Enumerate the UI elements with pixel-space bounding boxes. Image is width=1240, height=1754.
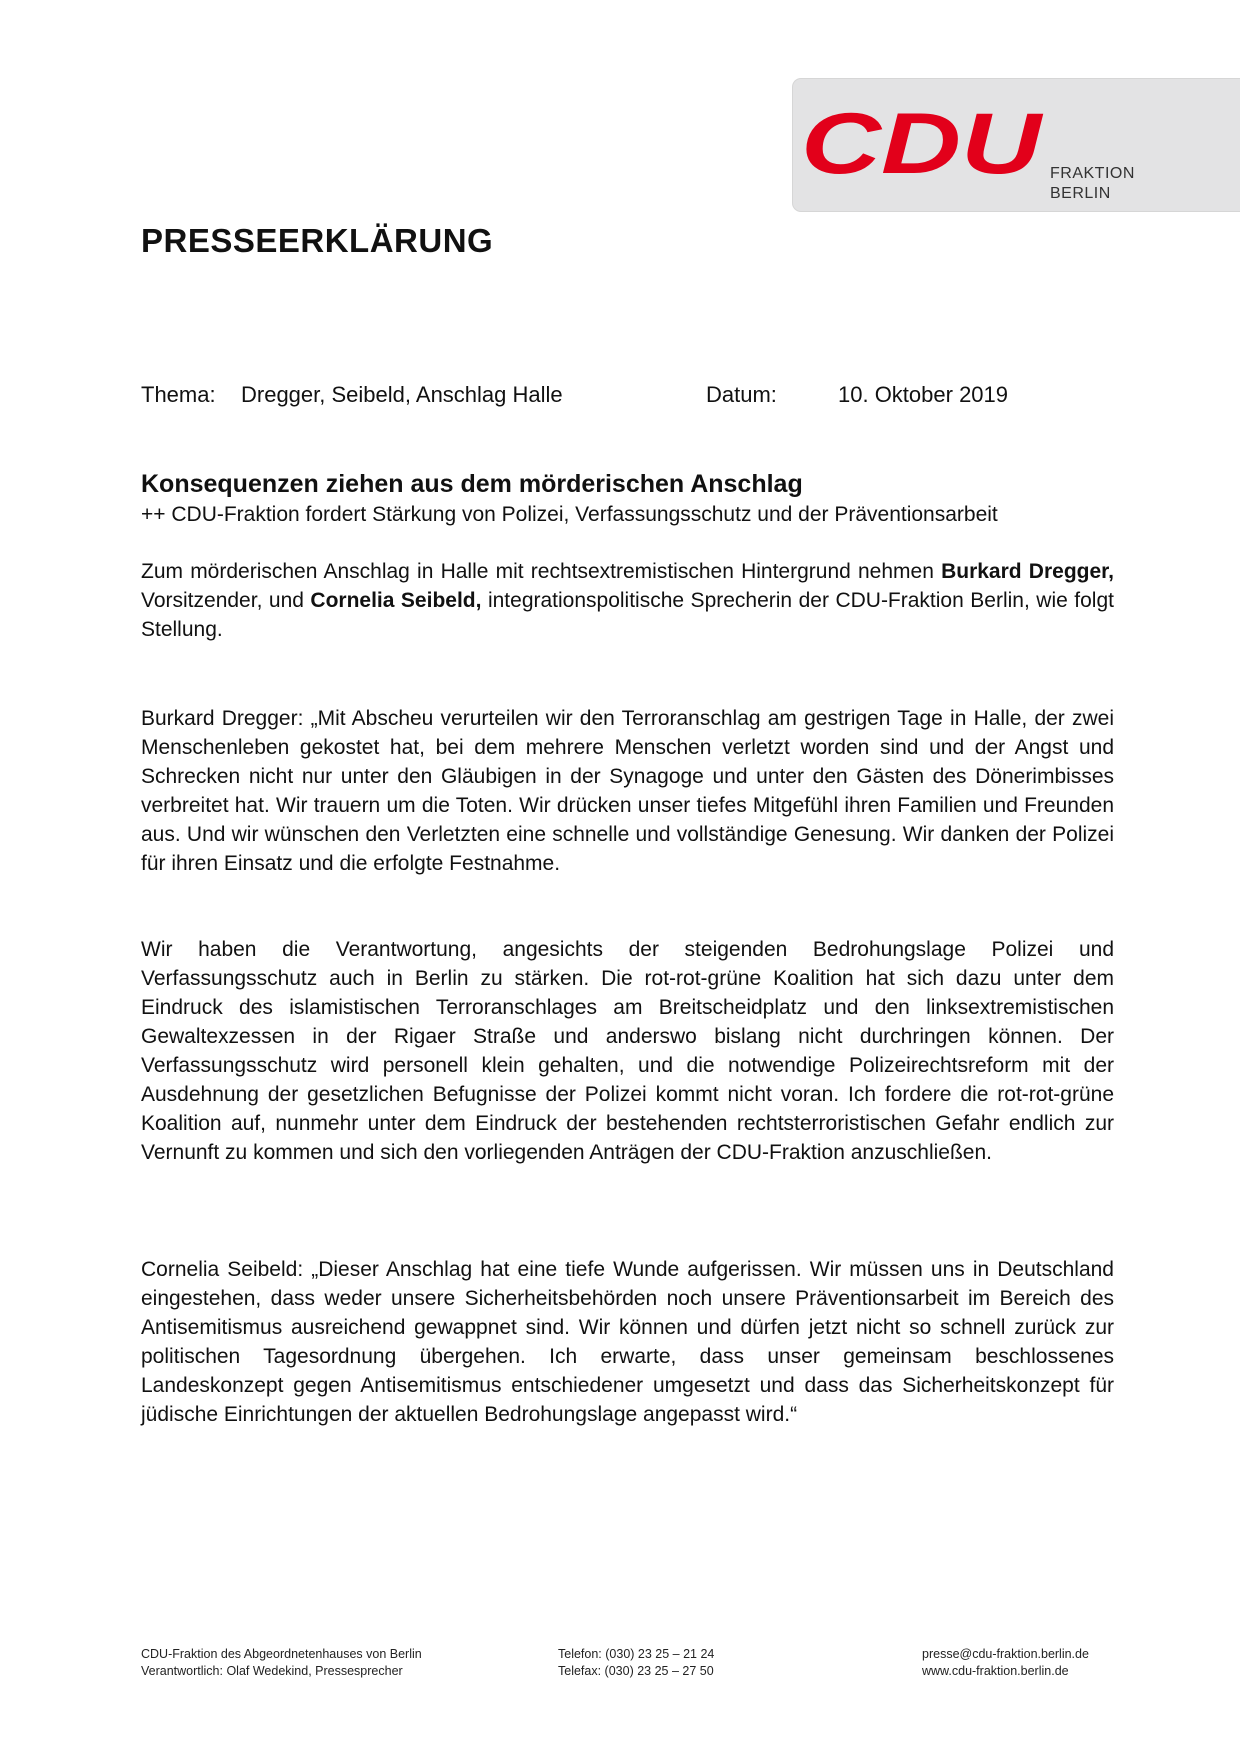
intro-name-seibeld: Cornelia Seibeld, — [310, 589, 482, 612]
footer-email: presse@cdu-fraktion.berlin.de — [922, 1647, 1089, 1661]
footer-contact-phone — [558, 1646, 714, 1680]
footer-website: www.cdu-fraktion.berlin.de — [922, 1664, 1069, 1678]
intro-name-dregger: Burkard Dregger, — [941, 560, 1114, 583]
datum-label: Datum: — [706, 382, 777, 407]
intro-text-3: integrationspolitische Sprecherin der CDU-Fraktion Berlin, wie folgt Stellung. — [141, 589, 1114, 641]
cdu-logo-mark — [799, 105, 1049, 181]
cdu-logo-text: CDU — [801, 105, 1044, 181]
subheadline: ++ CDU-Fraktion fordert Stärkung von Polizei, Verfassungsschutz und der Präventionsarbeit — [141, 503, 998, 526]
thema-label: Thema: — [141, 382, 216, 407]
logo-panel — [792, 78, 1240, 212]
dregger-statement-paragraph: Burkard Dregger: „Mit Abscheu verurteilen wir den Terroranschlag am gestrigen Tage in Halle, der zwei Menschenleben gekostet hat, bei dem mehrere Menschen verletzt worden sind und der Angst und Schrecken nicht nur unter den Gläubigen in der Synagoge und unter den Gästen des Dönerimbisses verbreitet hat. Wir trauern um die Toten. Wir drücken unser tiefes Mitgefühl ihren Familien und Freunden aus. Und wir wünschen den Verletzten eine schnelle und vollständige Genesung. Wir danken der Polizei für ihren Einsatz und die erfolgte Festnahme. — [141, 707, 1114, 875]
thema-value: Dregger, Seibeld, Anschlag Halle — [241, 382, 563, 407]
logo-subtitle — [1050, 164, 1135, 204]
footer-organization — [141, 1646, 422, 1680]
footer-contact-web — [922, 1646, 1089, 1680]
footer-organization-name: CDU-Fraktion des Abgeordnetenhauses von Berlin — [141, 1647, 422, 1661]
footer-telephone: Telefon: (030) 23 25 – 21 24 — [558, 1647, 715, 1661]
headline: Konsequenzen ziehen aus dem mörderischen Anschlag — [141, 470, 803, 498]
logo-subtitle-line1: FRAKTION — [1050, 165, 1135, 182]
intro-paragraph — [141, 557, 1114, 644]
logo-subtitle-line2: BERLIN — [1050, 185, 1111, 202]
intro-text-1: Zum mörderischen Anschlag in Halle mit rechtsextremistischen Hintergrund nehmen — [141, 560, 942, 583]
datum-value: 10. Oktober 2019 — [838, 382, 1009, 407]
intro-text-2: Vorsitzender, und — [141, 589, 311, 612]
footer-fax: Telefax: (030) 23 25 – 27 50 — [558, 1664, 714, 1678]
seibeld-statement-paragraph: Cornelia Seibeld: „Dieser Anschlag hat eine tiefe Wunde aufgerissen. Wir müssen uns in Deutschland eingestehen, dass weder unsere Sicherheitsbehörden noch unsere Präventionsarbeit im Bereich des Antisemitismus ausreichend gewappnet sind. Wir können und dürfen jetzt nicht so schnell zurück zur politischen Tagesordnung übergehen. Ich erwarte, dass unser gemeinsam beschlossenes Landeskonzept gegen Antisemitismus entschiedener umgesetzt und dass das Sicherheitskonzept für jüdische Einrichtungen der aktuellen Bedrohungslage angepasst wird.“ — [141, 1258, 1114, 1426]
footer-responsible: Verantwortlich: Olaf Wedekind, Pressesprecher — [141, 1664, 403, 1678]
document-title: PRESSEERKLÄRUNG — [141, 222, 494, 259]
dregger-demands-paragraph: Wir haben die Verantwortung, angesichts der steigenden Bedrohungslage Polizei und Verfassungsschutz auch in Berlin zu stärken. Die rot-rot-grüne Koalition hat sich dazu unter dem Eindruck des islamistischen Terroranschlages am Breitscheidplatz und den linksextremistischen Gewaltexzessen in der Rigaer Straße und anderswo bislang nicht durchringen können. Der Verfassungsschutz wird personell klein gehalten, und die notwendige Polizeirechtsreform mit der Ausdehnung der gesetzlichen Befugnisse der Polizei kommt nicht voran. Ich fordere die rot-rot-grüne Koalition auf, nunmehr unter dem Eindruck der bestehenden rechtsterroristischen Gefahr endlich zur Vernunft zu kommen und sich den vorliegenden Anträgen der CDU-Fraktion anzuschließen. — [141, 938, 1114, 1164]
